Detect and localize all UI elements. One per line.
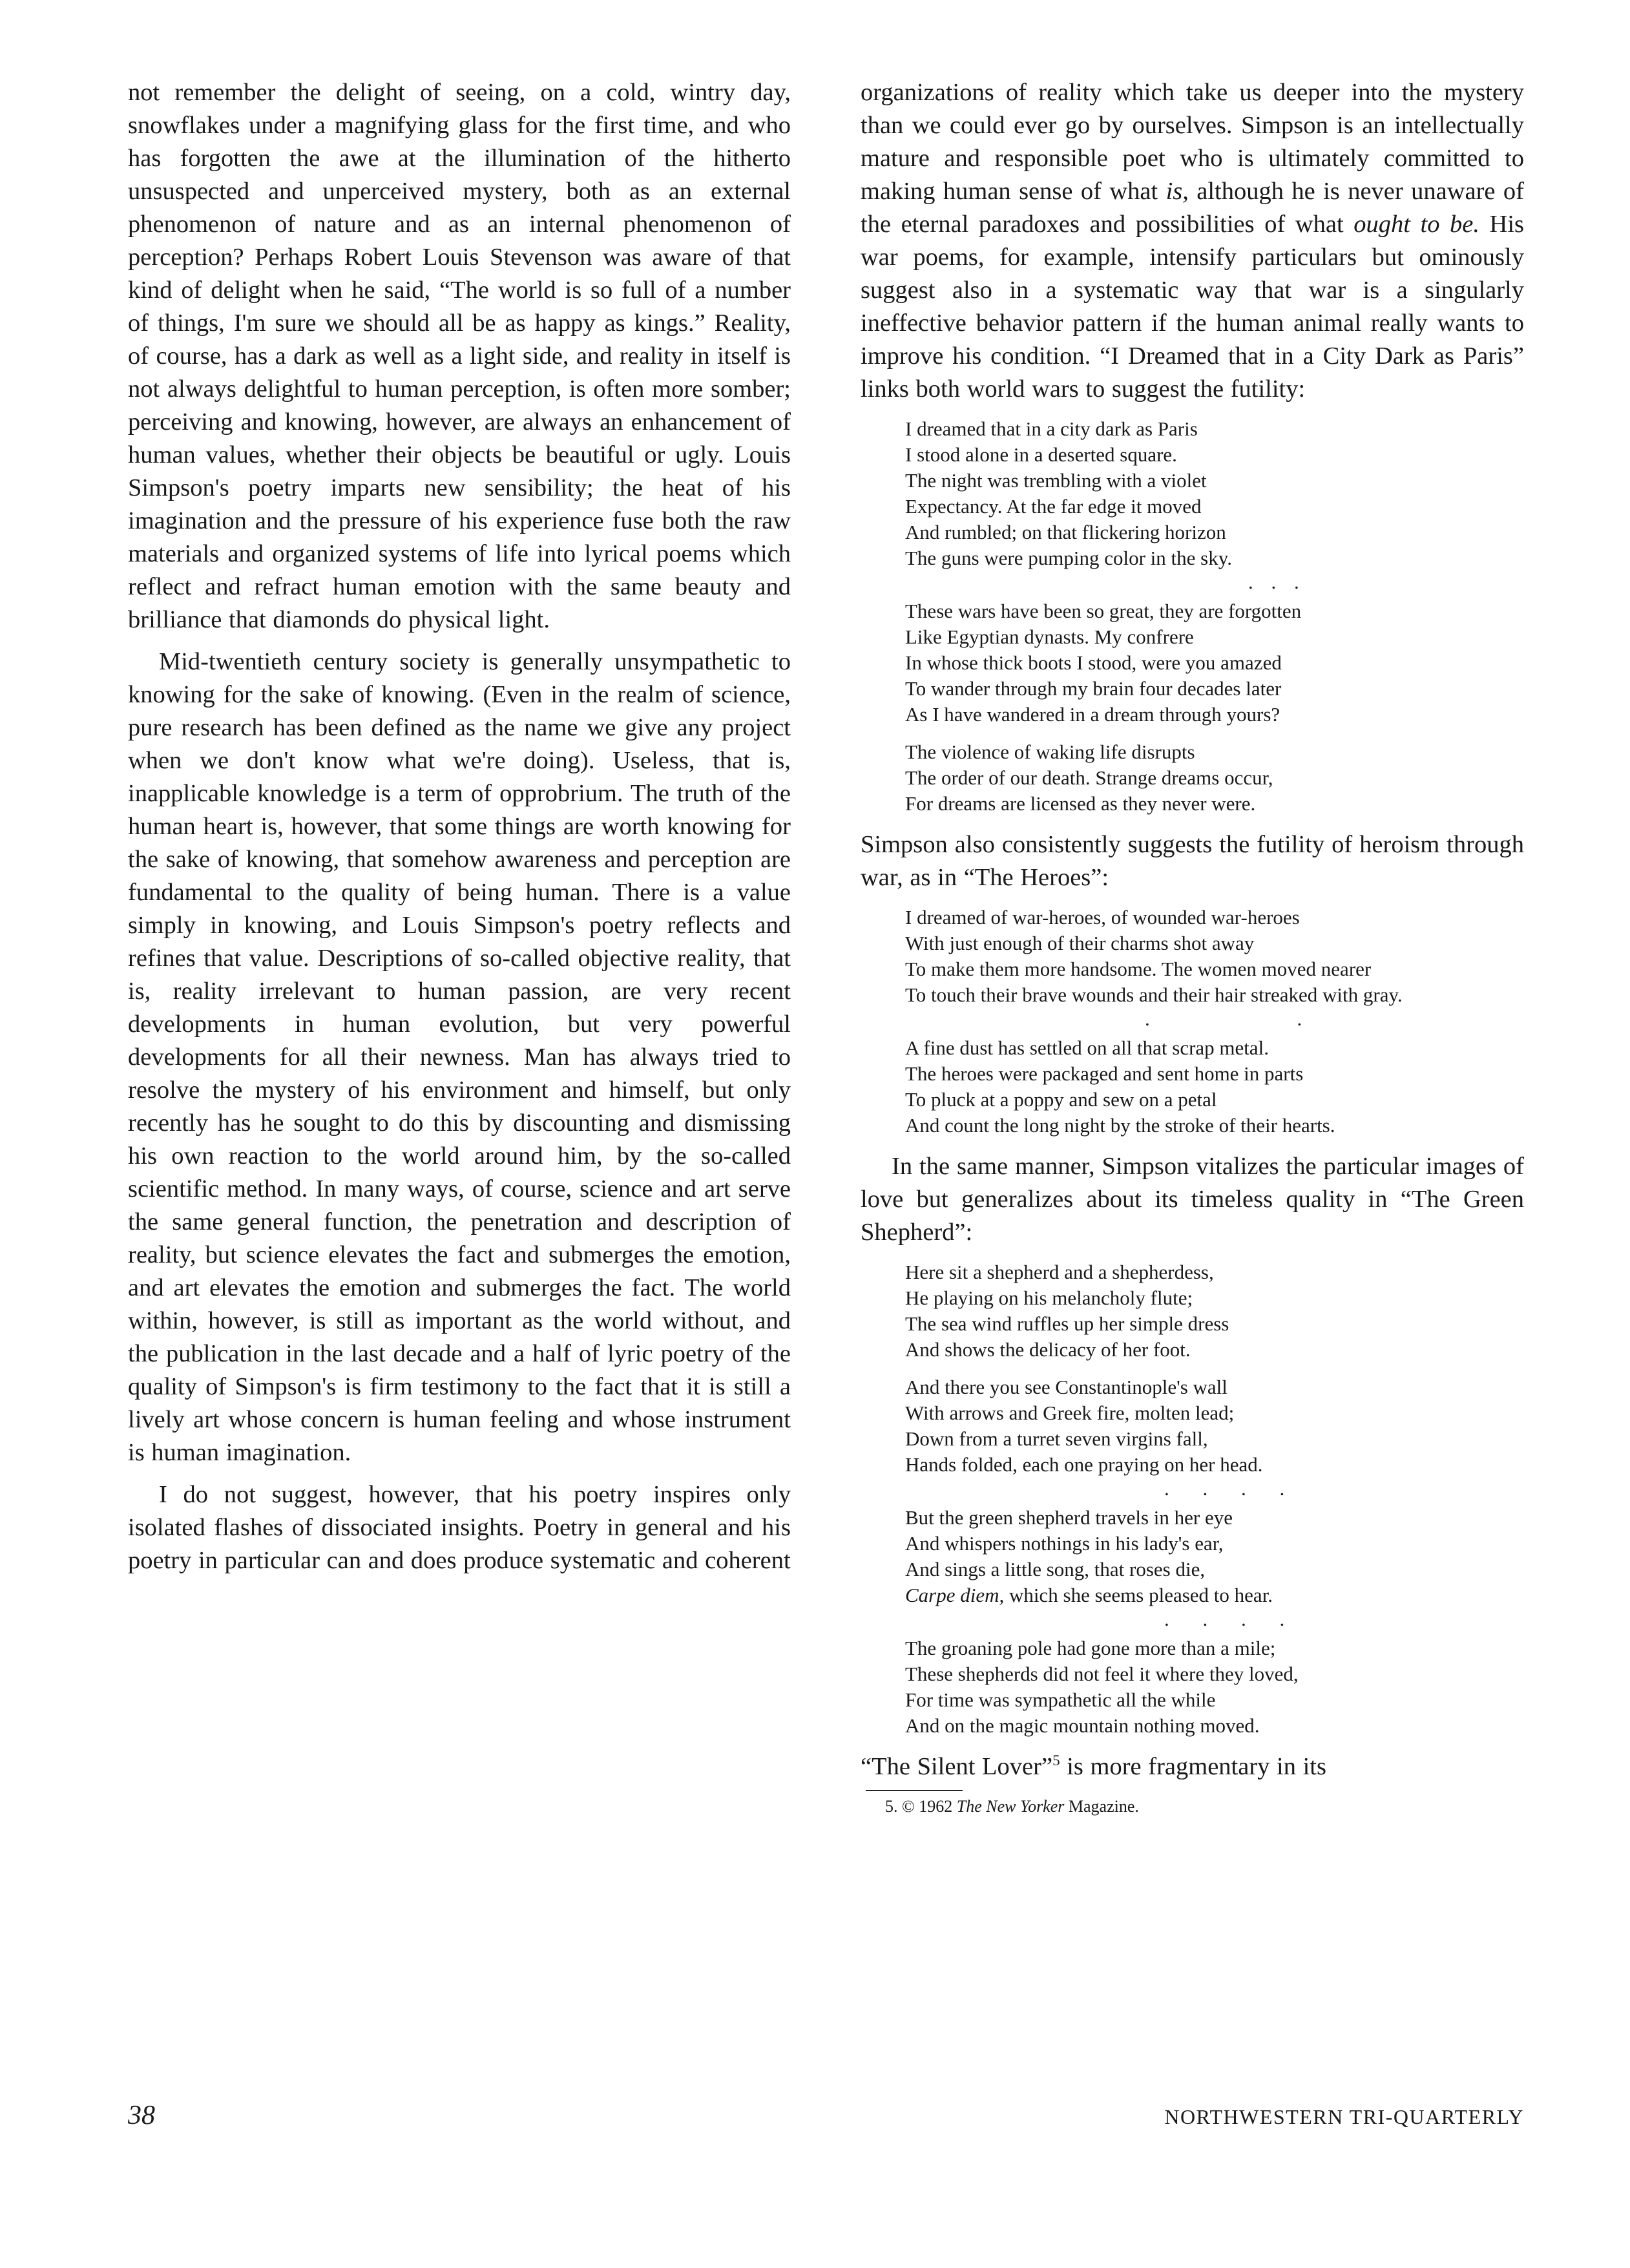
footnote-divider <box>866 1790 963 1791</box>
text-span: “The Silent Lover” <box>861 1753 1053 1780</box>
poem-line: In whose thick boots I stood, were you amazed <box>905 651 1282 674</box>
poem-line: To wander through my brain four decades later <box>905 677 1282 700</box>
poem-line: The sea wind ruffles up her simple dress <box>905 1312 1229 1335</box>
poem-line: And count the long night by the stroke of their hearts. <box>905 1114 1335 1137</box>
footnote-marker: 5 <box>1052 1752 1060 1769</box>
poem-line: The night was trembling with a violet <box>905 469 1207 492</box>
poem-the-heroes <box>861 905 1524 1139</box>
poem-line: Hands folded, each one praying on her head. <box>905 1453 1263 1476</box>
poem-line: These wars have been so great, they are forgotten <box>905 600 1302 622</box>
italic-magazine-name: The New Yorker <box>956 1797 1065 1816</box>
poem-line: With just enough of their charms shot away <box>905 932 1255 954</box>
poem-line: Like Egyptian dynasts. My confrere <box>905 625 1194 648</box>
italic-is: is, <box>1165 178 1189 205</box>
poem-line: For time was sympathetic all the while <box>905 1688 1216 1711</box>
poem-stanza <box>905 1505 1524 1608</box>
poem-stanza <box>905 739 1524 817</box>
poem-line <box>905 1582 1524 1608</box>
poem-line: The violence of waking life disrupts <box>905 740 1195 763</box>
left-paragraph-1: not remember the delight of seeing, on a cold, wintry day, snowflakes under a magnifying glass for the first time, and who has forgotten the awe at the illumination of the hitherto unsuspected and unperceived mystery, both as an external phenomenon of nature and as an internal phenomenon of perception? Perhaps Robert Louis Stevenson was aware of that kind of delight when he said, “The world is so full of a number of things, I'm sure we should all be as happy as kings.” Reality, of course, has a dark as well as a light side, and reality in itself is not always delightful to human perception, is often more somber; perceiving and knowing, however, are always an enhancement of human values, whether their objects be beautiful or ugly. Louis Simpson's poetry imparts new sensibility; the heat of his imagination and the pressure of his experience fuse both the raw materials and organized systems of life into lyrical poems which reflect and refract human emotion with the same beauty and brilliance that diamonds do physical light. <box>128 79 791 633</box>
ellipsis-dots: . . . <box>1248 571 1306 593</box>
poem-line: But the green shepherd travels in her eye <box>905 1506 1233 1529</box>
right-paragraph-3: In the same manner, Simpson vitalizes the particular images of love but generalizes about its timeless quality in “The Green Shepherd”: <box>861 1153 1524 1246</box>
poem-city-dark-as-paris <box>861 416 1524 817</box>
poem-line: And sings a little song, that roses die, <box>905 1558 1206 1580</box>
text-span: Magazine. <box>1064 1797 1139 1816</box>
poem-stanza <box>905 905 1524 1008</box>
poem-stanza <box>905 1374 1524 1478</box>
left-column <box>128 76 791 1577</box>
footnote <box>885 1796 1524 1817</box>
poem-line: Here sit a shepherd and a shepherdess, <box>905 1261 1214 1283</box>
poem-line: A fine dust has settled on all that scrap metal. <box>905 1036 1270 1059</box>
poem-line: With arrows and Greek fire, molten lead; <box>905 1402 1235 1424</box>
ellipsis-dots: . . . . <box>1164 1608 1299 1630</box>
poem-line: Down from a turret seven virgins fall, <box>905 1427 1208 1450</box>
left-paragraph-2: Mid-twentieth century society is generally unsympathetic to knowing for the sake of knowing. (Even in the realm of science, pure research has been defined as the name we give any project when we don't know what we're doing). Useless, that is, inapplicable knowledge is a term of opprobrium. The truth of the human heart is, however, that some things are worth knowing for the sake of knowing, that somehow awareness and perception are fundamental to the quality of being human. There is a value simply in knowing, and Louis Simpson's poetry reflects and refines that value. Descriptions of so-called objective reality, that is, reality irrelevant to human passion, are very recent developments in human evolution, but very powerful developments for all their newness. Man has always tried to resolve the mystery of his environment and himself, but only recently has he sought to do this by discounting and dismissing his own reaction to the world around him, by the so-called scientific method. In many ways, of course, science and art serve the same general function, the penetration and description of reality, but science elevates the fact and submerges the emotion, and art elevates the emotion and submerges the fact. The world within, however, is still as important as the world without, and the publication in the last decade and a half of lyric poetry of the quality of Simpson's is firm testimony to the fact that it is still a lively art whose concern is human feeling and whose instrument is human imagination. <box>128 648 791 1466</box>
poem-stanza <box>905 1635 1524 1739</box>
poem-stanza <box>905 416 1524 571</box>
text-span: His war poems, for example, intensify particulars but ominously suggest also in a systematic way that war is a singularly ineffective behavior pattern if the human animal really wants to improve his condition. “I Dreamed that in a City Dark as Paris” links both world wars to suggest the futility: <box>861 211 1525 403</box>
right-paragraph-2: Simpson also consistently suggests the futility of heroism through war, as in “The Heroes”: <box>861 831 1524 891</box>
poem-line: To touch their brave wounds and their hair streaked with gray. <box>905 983 1403 1006</box>
page-number: 38 <box>128 2101 155 2130</box>
poem-the-green-shepherd <box>861 1259 1524 1739</box>
poem-line: And shows the delicacy of her foot. <box>905 1338 1191 1361</box>
right-column <box>861 76 1524 1817</box>
italic-ought: ought to be. <box>1353 211 1479 238</box>
poem-line: I dreamed of war-heroes, of wounded war-heroes <box>905 906 1300 929</box>
poem-line: To pluck at a poppy and sew on a petal <box>905 1088 1217 1111</box>
poem-stanza <box>905 1035 1524 1139</box>
poem-line: I stood alone in a deserted square. <box>905 443 1177 466</box>
text-span: which she seems pleased to hear. <box>1004 1584 1273 1606</box>
poem-line: These shepherds did not feel it where they loved, <box>905 1663 1299 1685</box>
right-paragraph-1 <box>861 76 1524 406</box>
right-paragraph-4 <box>861 1750 1524 1783</box>
poem-line: I dreamed that in a city dark as Paris <box>905 417 1198 440</box>
text-span: although he is never unaware of the eternal paradoxes and possibilities of what <box>861 178 1524 238</box>
text-span: 5. © 1962 <box>885 1797 957 1816</box>
ellipsis-dots: . . <box>1145 1007 1374 1030</box>
text-span: is more fragmentary in its <box>1060 1753 1326 1780</box>
poem-line: For dreams are licensed as they never were. <box>905 792 1256 815</box>
poem-line: The groaning pole had gone more than a mile; <box>905 1637 1276 1659</box>
poem-line: To make them more handsome. The women moved nearer <box>905 958 1372 980</box>
ellipsis-dots: . . . . <box>1164 1477 1299 1500</box>
italic-carpe-diem: Carpe diem, <box>905 1584 1005 1606</box>
poem-line: And there you see Constantinople's wall <box>905 1376 1228 1398</box>
poem-line: And whispers nothings in his lady's ear, <box>905 1532 1224 1555</box>
poem-stanza <box>905 1259 1524 1363</box>
text-span: organizations of reality which take us deeper into the mystery than we could ever go by ourselves. Simpson is an intellectually mature and responsible poet who is ultimately committed to making human sense of what <box>861 79 1524 205</box>
poem-line: The order of our death. Strange dreams occur, <box>905 766 1273 789</box>
poem-line: The guns were pumping color in the sky. <box>905 547 1232 569</box>
poem-line: The heroes were packaged and sent home in parts <box>905 1062 1304 1085</box>
poem-line: And rumbled; on that flickering horizon <box>905 521 1226 543</box>
poem-line: He playing on his melancholy flute; <box>905 1286 1193 1309</box>
poem-line: And on the magic mountain nothing moved. <box>905 1714 1260 1737</box>
poem-line: Expectancy. At the far edge it moved <box>905 495 1202 518</box>
running-title: NORTHWESTERN TRI-QUARTERLY <box>1164 2105 1524 2128</box>
left-paragraph-3: I do not suggest, however, that his poetry inspires only isolated flashes of dissociated insights. Poetry in general and his poetry in particular can and does produce systematic and coherent <box>128 1481 791 1574</box>
poem-stanza <box>905 598 1524 728</box>
poem-line: As I have wandered in a dream through yours? <box>905 703 1280 726</box>
